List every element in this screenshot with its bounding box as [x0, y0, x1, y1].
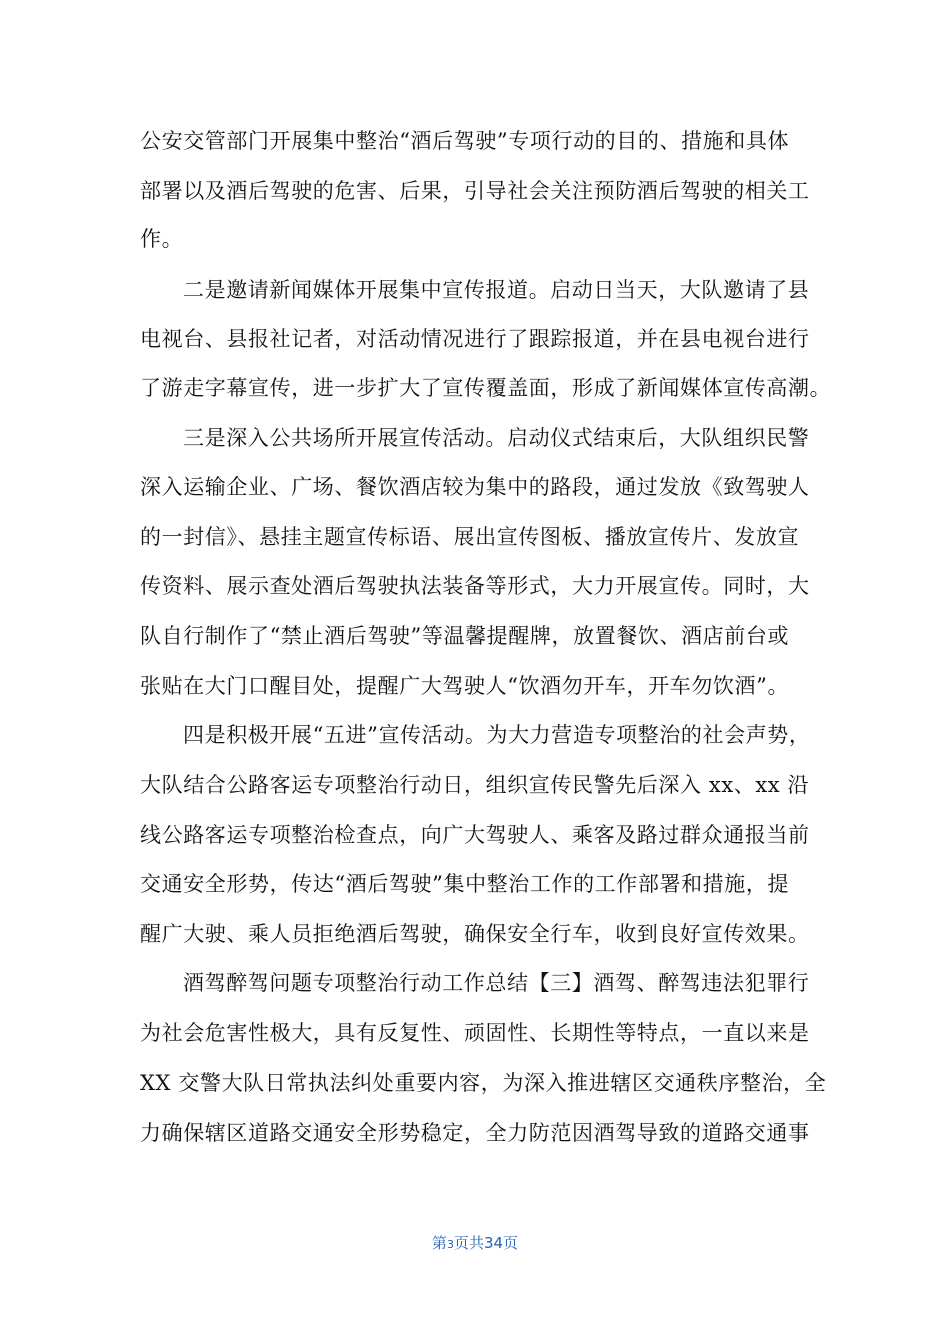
paragraph-first-line: 三是深入公共场所开展宣传活动。启动仪式结束后，大队组织民警 — [183, 426, 810, 450]
text-line: 张贴在大门口醒目处，提醒广大驾驶人“饮酒勿开车，开车勿饮酒”。 — [140, 674, 790, 698]
footer-suffix: 页 — [503, 1234, 519, 1252]
text-line: 大队结合公路客运专项整治行动日，组织宣传民警先后深入 xx、xx 沿 — [140, 773, 810, 797]
page-footer — [0, 1232, 950, 1253]
text-line: 传资料、展示查处酒后驾驶执法装备等形式，大力开展宣传。同时，大 — [140, 574, 810, 598]
footer-middle: 页共 — [453, 1234, 484, 1252]
text-line: 公安交管部门开展集中整治“酒后驾驶”专项行动的目的、措施和具体 — [140, 129, 790, 153]
current-page-number: 3 — [446, 1238, 454, 1251]
paragraph-first-line: 二是邀请新闻媒体开展集中宣传报道。启动日当天，大队邀请了县 — [183, 278, 810, 302]
text-line: 部署以及酒后驾驶的危害、后果，引导社会关注预防酒后驾驶的相关工 — [140, 179, 810, 203]
text-line: 电视台、县报社记者，对活动情况进行了跟踪报道，并在县电视台进行 — [140, 327, 810, 351]
text-line: 线公路客运专项整治检查点，向广大驾驶人、乘客及路过群众通报当前 — [140, 823, 810, 847]
text-line: 了游走字幕宣传，进一步扩大了宣传覆盖面，形成了新闻媒体宣传高潮。 — [140, 376, 832, 400]
text-line: 力确保辖区道路交通安全形势稳定，全力防范因酒驾导致的道路交通事 — [140, 1121, 810, 1145]
text-line: 为社会危害性极大，具有反复性、顽固性、长期性等特点，一直以来是 — [140, 1021, 810, 1045]
text-line: 深入运输企业、广场、餐饮酒店较为集中的路段，通过发放《致驾驶人 — [140, 475, 810, 499]
text-line: 作。 — [140, 227, 184, 251]
footer-prefix: 第 — [431, 1234, 447, 1252]
paragraph-first-line: 酒驾醉驾问题专项整治行动工作总结【三】酒驾、醉驾违法犯罪行 — [183, 971, 810, 995]
text-line: 队自行制作了“禁止酒后驾驶”等温馨提醒牌，放置餐饮、酒店前台或 — [140, 624, 790, 648]
text-line: 交通安全形势，传达“酒后驾驶”集中整治工作的工作部署和措施，提 — [140, 872, 790, 896]
text-line: XX 交警大队日常执法纠处重要内容，为深入推进辖区交通秩序整治，全 — [140, 1071, 827, 1095]
paragraph-first-line: 四是积极开展“五进”宣传活动。为大力营造专项整治的社会声势， — [183, 723, 811, 747]
total-pages-number: 34 — [483, 1234, 504, 1252]
text-line: 的一封信》、悬挂主题宣传标语、展出宣传图板、播放宣传片、发放宣 — [140, 525, 800, 549]
text-line: 醒广大驶、乘人员拒绝酒后驾驶，确保安全行车，收到良好宣传效果。 — [140, 922, 810, 946]
